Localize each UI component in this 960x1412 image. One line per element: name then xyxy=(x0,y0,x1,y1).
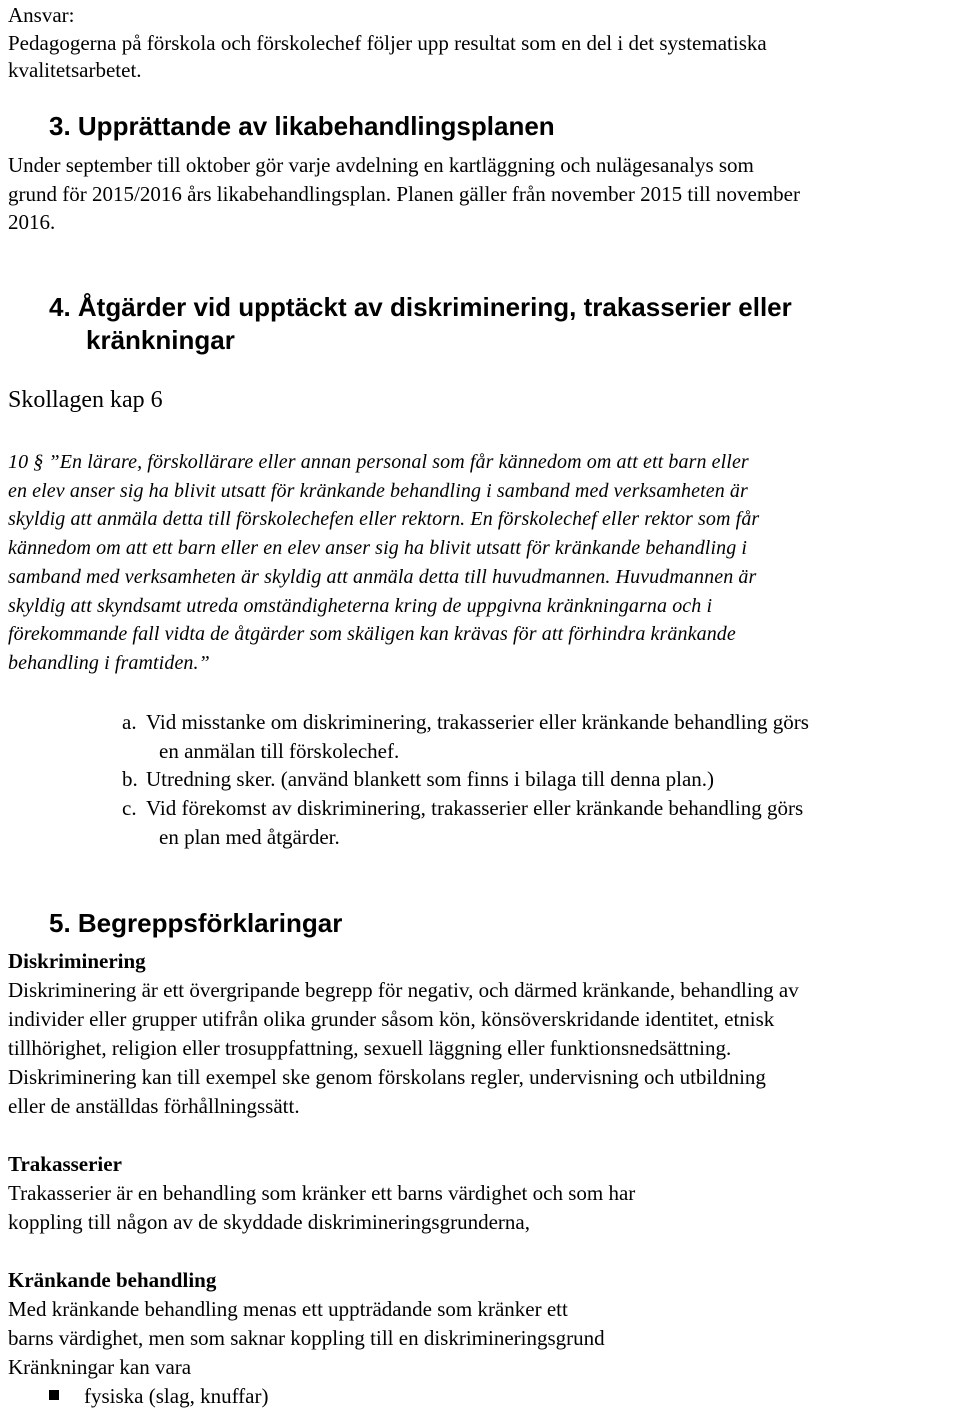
list-item-c: Vid förekomst av diskriminering, trakasserier eller kränkande behandling görs xyxy=(146,796,804,820)
bullet-item: fysiska (slag, knuffar) xyxy=(84,1384,269,1408)
diskriminering-text-line: Diskriminering är ett övergripande begrepp för negativ, och därmed kränkande, behandling av xyxy=(8,978,799,1002)
section-4-heading-cont: kränkningar xyxy=(86,325,235,355)
list-item-a: Vid misstanke om diskriminering, trakasserier eller kränkande behandling görs xyxy=(146,710,809,734)
trakasserier-text-line: Trakasserier är en behandling som kränker ett barns värdighet och som har xyxy=(8,1181,636,1205)
quote-line: behandling i framtiden.” xyxy=(8,652,210,674)
diskriminering-text-line: Diskriminering kan till exempel ske genom förskolans regler, undervisning och utbildning xyxy=(8,1065,766,1089)
krankande-text-line: Med kränkande behandling menas ett uppträdande som kränker ett xyxy=(8,1297,568,1321)
section-3-text-line: grund för 2015/2016 års likabehandlingsplan. Planen gäller från november 2015 till november xyxy=(8,182,800,206)
quote-line: 10 § ”En lärare, förskollärare eller annan personal som får kännedom om att ett barn eller xyxy=(8,451,749,473)
trakasserier-text-line: koppling till någon av de skyddade diskrimineringsgrunderna, xyxy=(8,1210,530,1234)
quote-line: samband med verksamheten är skyldig att anmäla detta till huvudmannen. Huvudmannen är xyxy=(8,566,757,588)
list-marker-b: b. xyxy=(122,767,138,791)
skollagen-subheading: Skollagen kap 6 xyxy=(8,387,163,413)
diskriminering-text-line: individer eller grupper utifrån olika grunder såsom kön, könsöverskridande identitet, etnisk xyxy=(8,1007,775,1031)
quote-line: en elev anser sig ha blivit utsatt för kränkande behandling i samband med verksamheten är xyxy=(8,480,748,502)
square-bullet-icon xyxy=(49,1390,59,1400)
section-3-text-line: 2016. xyxy=(8,210,56,234)
diskriminering-text-line: eller de anställdas förhållningssätt. xyxy=(8,1094,300,1118)
list-marker-c: c. xyxy=(122,796,137,820)
list-item-c-cont: en plan med åtgärder. xyxy=(159,825,340,849)
diskriminering-text-line: tillhörighet, religion eller trosuppfattning, sexuell läggning eller funktionsnedsättning. xyxy=(8,1036,732,1060)
quote-line: kännedom om att ett barn eller en elev anser sig ha blivit utsatt för kränkande behandling i xyxy=(8,537,748,559)
ansvar-text-line: kvalitetsarbetet. xyxy=(8,58,142,82)
list-marker-a: a. xyxy=(122,710,137,734)
list-item-a-cont: en anmälan till förskolechef. xyxy=(159,739,400,763)
section-3-text-line: Under september till oktober gör varje avdelning en kartläggning och nulägesanalys som xyxy=(8,153,754,177)
ansvar-label: Ansvar: xyxy=(8,3,75,27)
ansvar-text-line: Pedagogerna på förskola och förskolechef följer upp resultat som en del i det systematiska xyxy=(8,31,767,55)
list-item-b: Utredning sker. (använd blankett som finns i bilaga till denna plan.) xyxy=(146,767,715,791)
section-5-heading: 5. Begreppsförklaringar xyxy=(49,908,343,938)
krankande-title: Kränkande behandling xyxy=(8,1268,217,1292)
quote-line: skyldig att skyndsamt utreda omständigheterna kring de uppgivna kränkningarna och i xyxy=(8,595,713,617)
section-3-heading: 3. Upprättande av likabehandlingsplanen xyxy=(49,111,555,141)
krankande-text-line: barns värdighet, men som saknar koppling till en diskrimineringsgrund xyxy=(8,1326,605,1350)
quote-line: förekommande fall vidta de åtgärder som skäligen kan krävas för att förhindra kränkande xyxy=(8,623,736,645)
quote-line: skyldig att anmäla detta till förskolechefen eller rektorn. En förskolechef eller rektor som får xyxy=(8,508,760,530)
krankande-text-line: Kränkningar kan vara xyxy=(8,1355,192,1379)
trakasserier-title: Trakasserier xyxy=(8,1152,122,1176)
section-4-heading: 4. Åtgärder vid upptäckt av diskriminering, trakasserier eller xyxy=(49,292,792,322)
diskriminering-title: Diskriminering xyxy=(8,949,146,973)
